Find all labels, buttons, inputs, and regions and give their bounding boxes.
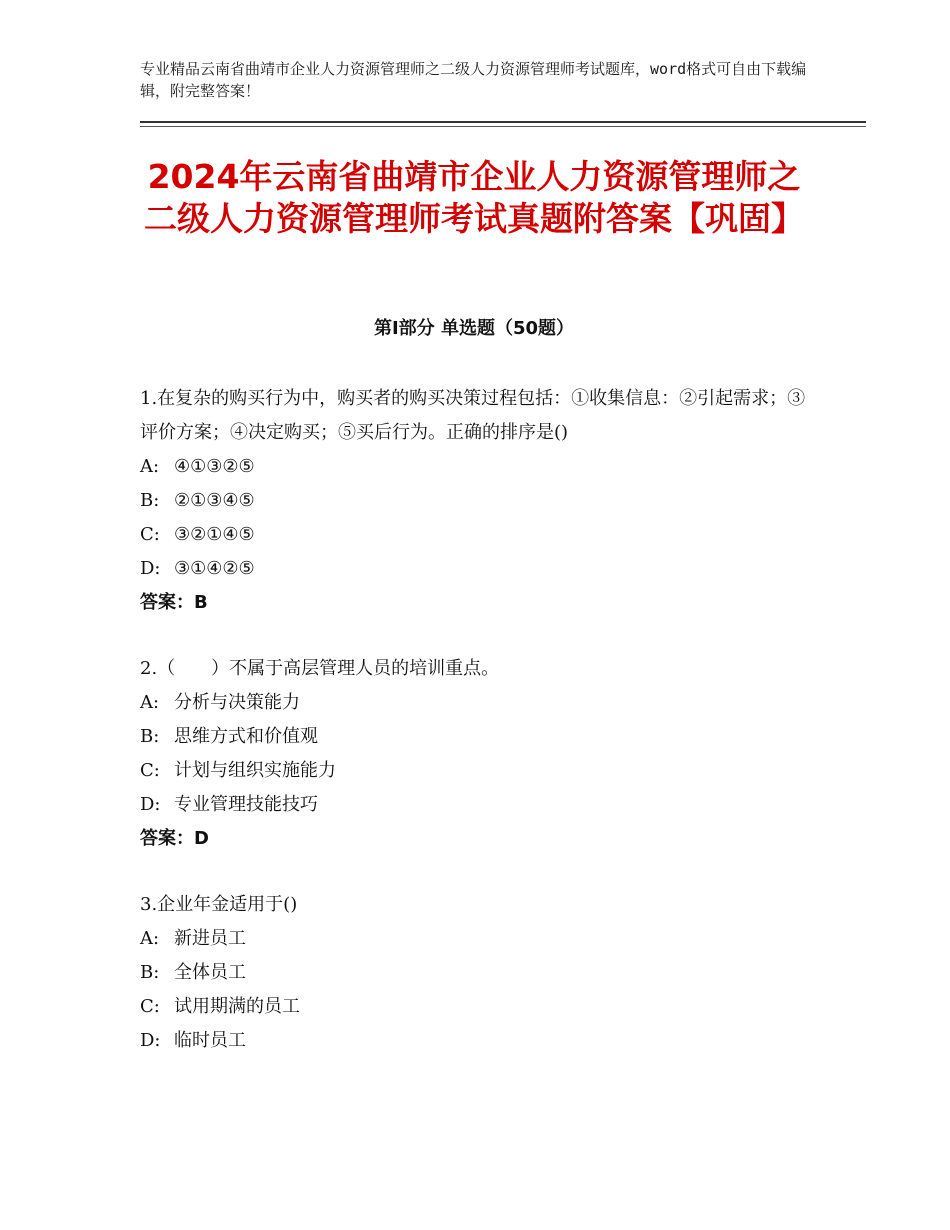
option-key: B: <box>140 962 160 983</box>
question-2 <box>140 652 820 856</box>
option-key: A: <box>140 692 160 713</box>
question-3 <box>140 888 820 1058</box>
section-heading: 第Ⅰ部分 单选题（50题） <box>373 318 574 339</box>
option-key: D: <box>140 558 161 579</box>
option-text: 思维方式和价值观 <box>174 726 318 747</box>
question-stem: 3.企业年金适用于() <box>140 894 298 915</box>
option-text: ②①③④⑤ <box>174 490 255 511</box>
option-text: 全体员工 <box>174 962 246 983</box>
header-note: 专业精品云南省曲靖市企业人力资源管理师之二级人力资源管理师考试题库，word格式可自由下载编辑，附完整答案！ <box>140 60 807 100</box>
answer-line: 答案：D <box>140 828 209 849</box>
option-a <box>140 450 820 484</box>
question-stem: 2.（ ）不属于高层管理人员的培训重点。 <box>140 658 500 679</box>
header-rule-thin <box>140 126 866 127</box>
option-c <box>140 518 820 552</box>
option-text: 新进员工 <box>174 928 246 949</box>
option-text: 专业管理技能技巧 <box>174 794 318 815</box>
option-a <box>140 686 820 720</box>
option-b <box>140 956 820 990</box>
option-key: B: <box>140 490 160 511</box>
answer-line: 答案：B <box>140 592 208 613</box>
question-stem: 1.在复杂的购买行为中，购买者的购买决策过程包括：①收集信息：②引起需求；③评价方案；④决定购买；⑤买后行为。正确的排序是() <box>140 388 806 443</box>
option-d <box>140 552 820 586</box>
document-title: 2024年云南省曲靖市企业人力资源管理师之二级人力资源管理师考试真题附答案【巩固】 <box>144 157 804 238</box>
option-c <box>140 990 820 1024</box>
question-list <box>140 382 820 1090</box>
option-key: A: <box>140 456 160 477</box>
question-1 <box>140 382 820 620</box>
option-key: D: <box>140 794 161 815</box>
option-text: 试用期满的员工 <box>174 996 300 1017</box>
option-text: ③①④②⑤ <box>174 558 255 579</box>
option-c <box>140 754 820 788</box>
option-d <box>140 788 820 822</box>
option-key: D: <box>140 1030 161 1051</box>
option-text: 临时员工 <box>174 1030 246 1051</box>
option-text: ④①③②⑤ <box>174 456 255 477</box>
option-b <box>140 720 820 754</box>
option-text: 计划与组织实施能力 <box>174 760 336 781</box>
option-d <box>140 1024 820 1058</box>
option-key: A: <box>140 928 160 949</box>
option-b <box>140 484 820 518</box>
header-rule-thick <box>140 121 866 123</box>
option-key: B: <box>140 726 160 747</box>
option-key: C: <box>140 996 160 1017</box>
option-text: ③②①④⑤ <box>174 524 255 545</box>
option-text: 分析与决策能力 <box>174 692 300 713</box>
option-a <box>140 922 820 956</box>
option-key: C: <box>140 760 160 781</box>
option-key: C: <box>140 524 160 545</box>
